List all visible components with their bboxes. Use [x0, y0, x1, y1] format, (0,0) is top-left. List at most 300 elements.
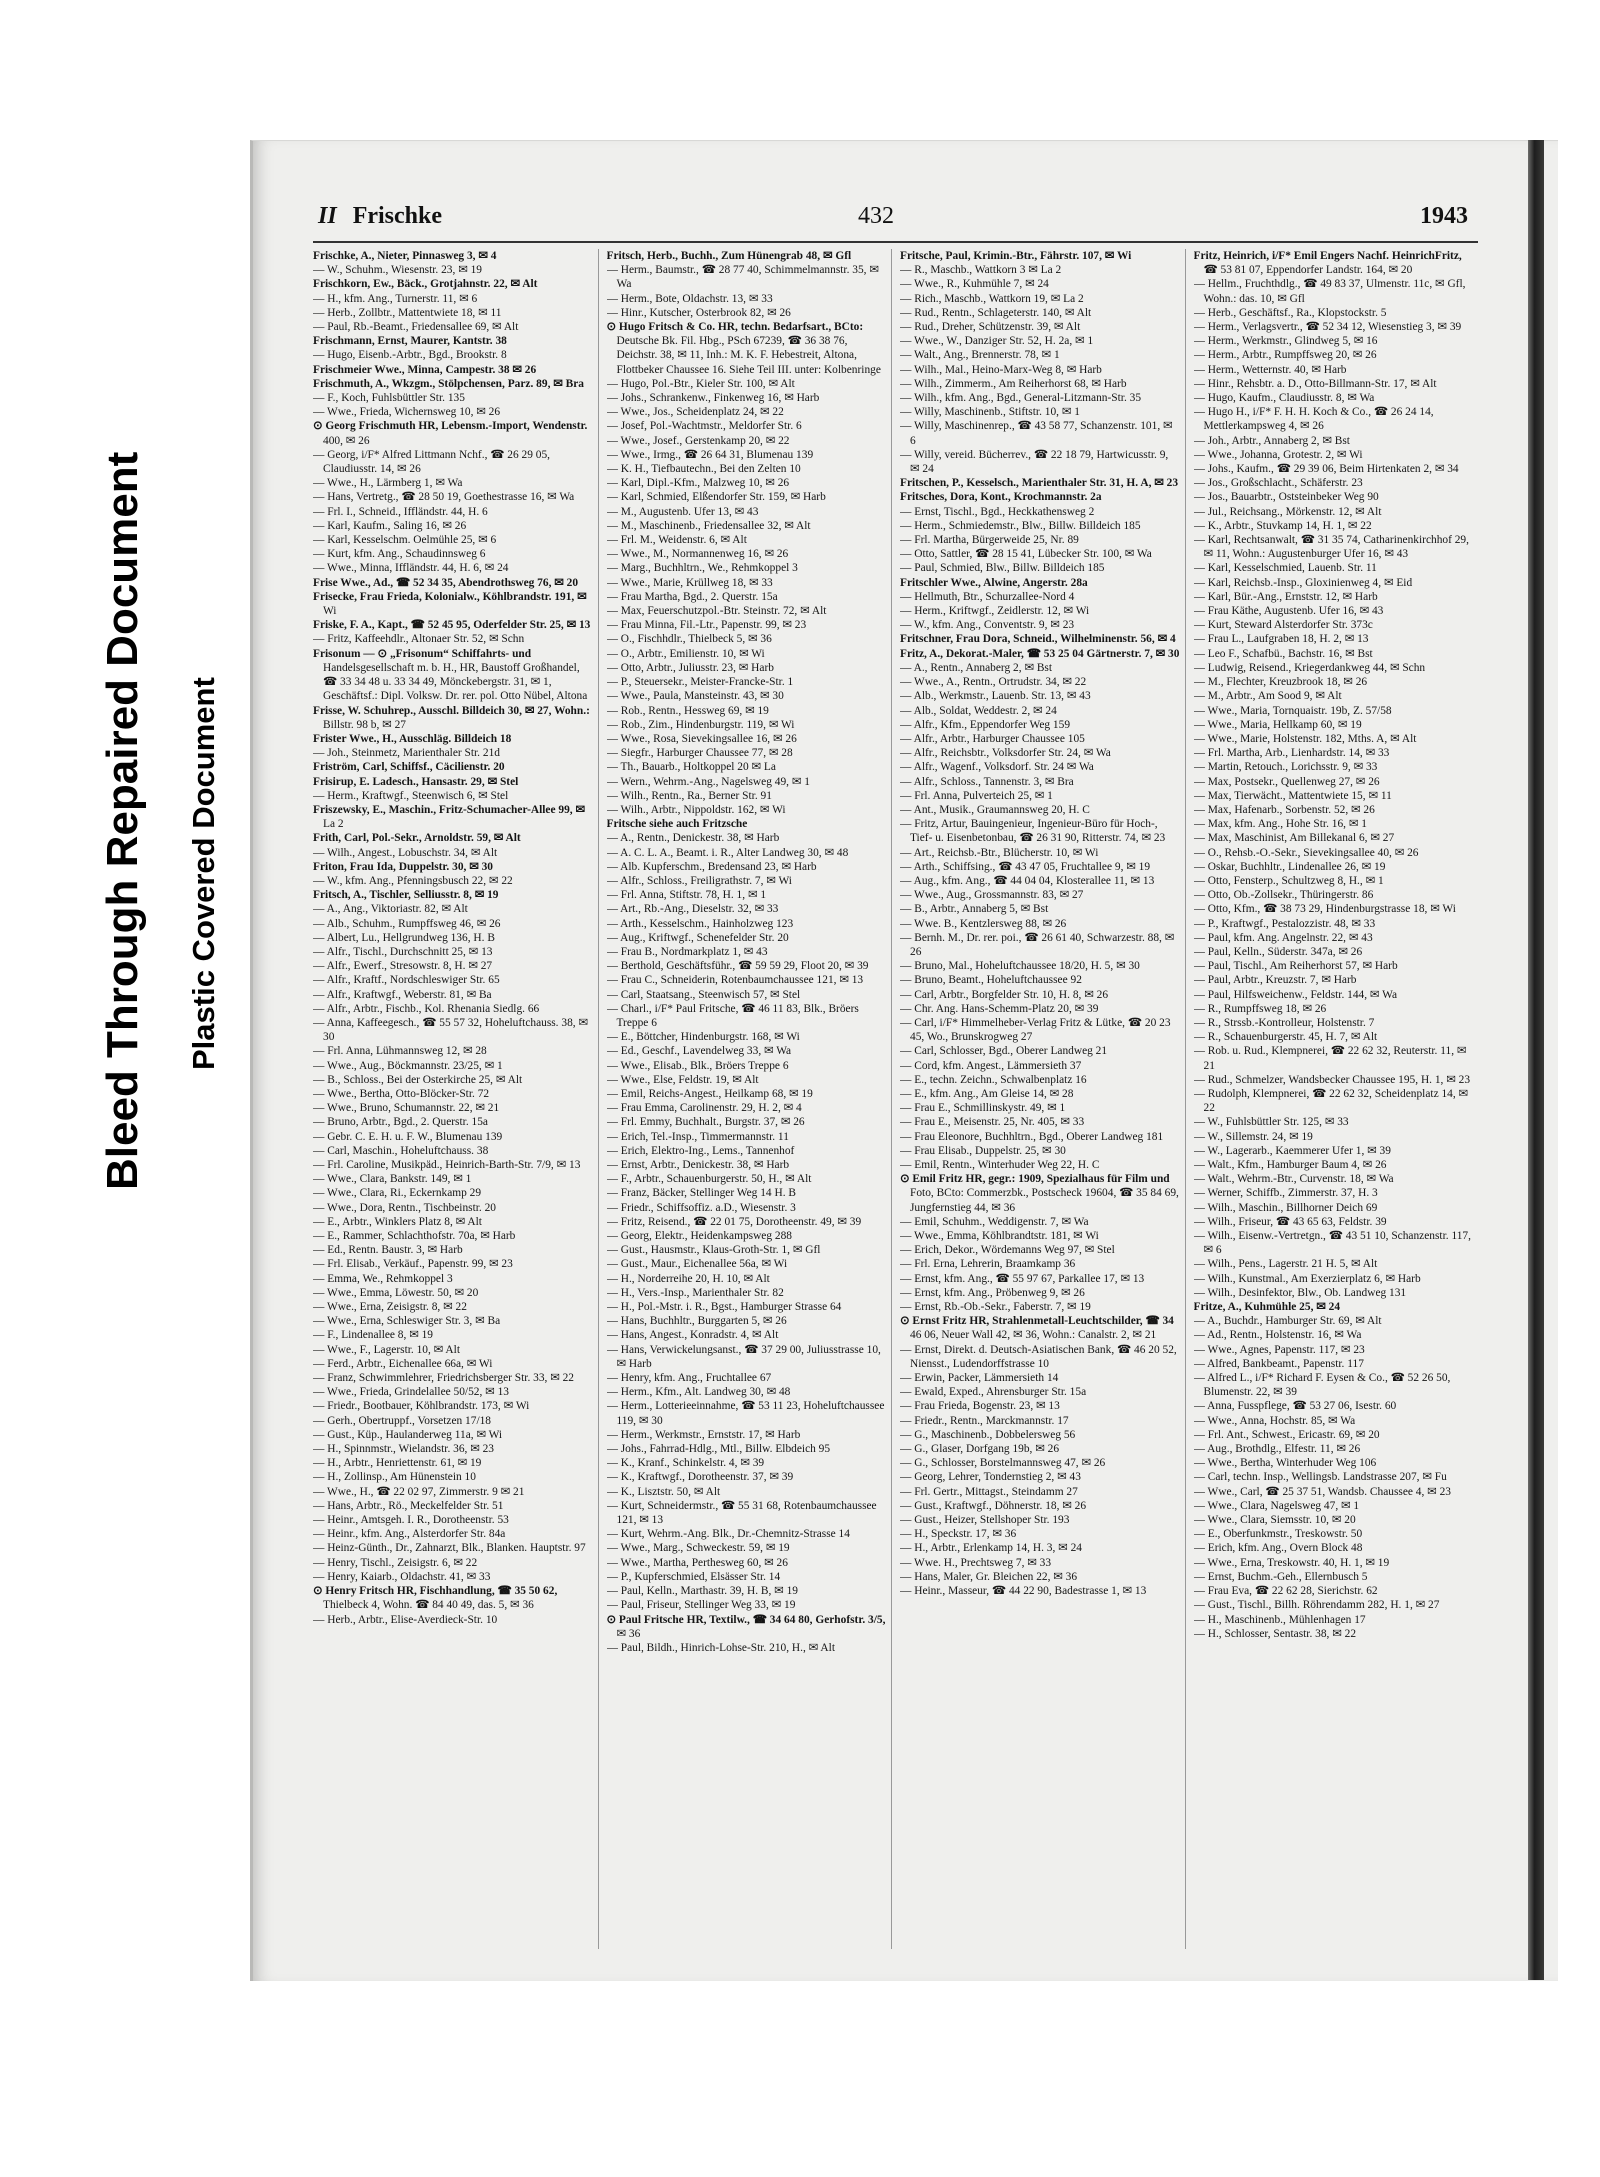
directory-entry: — Frau L., Laufgraben 18, H. 2, ✉ 13 — [1193, 633, 1369, 646]
page-header — [318, 203, 1468, 239]
directory-entry: — Franz, Schwimmlehrer, Friedrichsberger Str. 33, ✉ 22 — [313, 1372, 575, 1385]
directory-entry: — A., Buchdr., Hamburger Str. 69, ✉ Alt — [1193, 1315, 1382, 1328]
directory-entry: Friszewsky, E., Maschin., Fritz-Schumacher-Allee 99, ✉ La 2 — [313, 803, 586, 831]
directory-entry: — Bruno, Arbtr., Bgd., 2. Querstr. 15a — [313, 1116, 488, 1129]
directory-entry: — Johs., Schrankenw., Finkenweg 16, ✉ Harb — [606, 392, 820, 405]
directory-entry: — Wilh., Arbtr., Nippoldstr. 162, ✉ Wi — [606, 803, 786, 816]
directory-entry: — Wwe., Minna, Iffländstr. 44, H. 6, ✉ 24 — [313, 562, 509, 575]
directory-entry: — Albert, Lu., Hellgrundweg 136, H. B — [313, 931, 495, 944]
directory-entry: — Paul, Arbtr., Kreuzstr. 7, ✉ Harb — [1193, 974, 1357, 987]
directory-entry: — Wwe., Clara, Nagelsweg 47, ✉ 1 — [1193, 1499, 1360, 1512]
directory-entry: — Frl. M., Weidenstr. 6, ✉ Alt — [606, 534, 747, 547]
directory-entry: — Aug., Brothdlg., Elfestr. 11, ✉ 26 — [1193, 1443, 1361, 1456]
directory-entry: — Alfr., Tischl., Durchschnitt 25, ✉ 13 — [313, 945, 493, 958]
directory-entry: — Paul, Schmied, Blw., Billw. Billdeich 185 — [900, 562, 1105, 575]
directory-entry: — Gust., Maur., Eichenallee 56a, ✉ Wi — [606, 1258, 788, 1271]
directory-entry: — Ernst, Buchm.-Geh., Ellernbusch 5 — [1193, 1570, 1368, 1583]
directory-entry: — Ed., Geschf., Lavendelweg 33, ✉ Wa — [606, 1045, 792, 1058]
directory-entry: — Alfr., Kfm., Eppendorfer Weg 159 — [900, 718, 1071, 731]
directory-entry: — Georg, i/F* Alfred Littmann Nchf., ☎ 26 29 05, Claudiusstr. 14, ✉ 26 — [313, 448, 551, 476]
header-name: Frischke — [352, 203, 443, 229]
directory-entry: — H., kfm. Ang., Turnerstr. 11, ✉ 6 — [313, 292, 478, 305]
directory-entry: — Wwe., R., Kuhmühle 7, ✉ 24 — [900, 278, 1049, 291]
directory-entry: — Herm., Werkmstr., Glindweg 5, ✉ 16 — [1193, 335, 1378, 348]
directory-entry: — Wwe., Emma, Köhlbrandtstr. 181, ✉ Wi — [900, 1230, 1099, 1243]
directory-entry: — Wwe., H., ☎ 22 02 97, Zimmerstr. 9 ✉ 21 — [313, 1485, 525, 1498]
directory-entry: — Hellm., Fruchthdlg., ☎ 49 83 37, Ulmenstr. 11c, ✉ Gfl, Wohn.: das. 10, ✉ Gfl — [1193, 278, 1466, 305]
directory-entry: — K., Lisztstr. 50, ✉ Alt — [606, 1485, 721, 1498]
directory-entry: — Hans, Verwickelungsanst., ☎ 37 29 00, Juliusstrasse 10, ✉ Harb — [606, 1343, 881, 1370]
directory-entry: — E., techn. Zeichn., Schwalbenplatz 16 — [900, 1073, 1087, 1086]
directory-entry: — Hans, Arbtr., Rö., Meckelfelder Str. 51 — [313, 1499, 504, 1512]
directory-entry: — Kurt, kfm. Ang., Schaudinnsweg 6 — [313, 548, 486, 561]
directory-entry: — Wilh., Eisenw.-Vertretgn., ☎ 43 51 10, Schanzenstr. 117, ✉ 6 — [1193, 1230, 1471, 1257]
directory-entry: — Frau E., Meisenstr. 25, Nr. 405, ✉ 33 — [900, 1116, 1085, 1129]
directory-entry: — Frau B., Nordmarkplatz 1, ✉ 43 — [606, 945, 768, 958]
directory-entry: — Ernst, Direkt. d. Deutsch-Asiatischen Bank, ☎ 46 20 52, Niensst., Ludendorffstrasse 10 — [900, 1343, 1177, 1370]
directory-entry: — Paul, Rb.-Beamt., Friedensallee 69, ✉ Alt — [313, 321, 519, 334]
directory-entry: — Gerh., Obertruppf., Vorsetzen 17/18 — [313, 1414, 491, 1427]
stamp-sub-label: Plastic Covered Document — [186, 677, 221, 1070]
directory-entry: — Frau Käthe, Augustenb. Ufer 16, ✉ 43 — [1193, 605, 1384, 618]
directory-entry: — Cord, kfm. Angest., Lämmersieth 37 — [900, 1059, 1082, 1072]
directory-entry: — Gust., Tischl., Billh. Röhrendamm 282, H. 1, ✉ 27 — [1193, 1599, 1440, 1612]
directory-entry: — Siegfr., Harburger Chaussee 77, ✉ 28 — [606, 747, 793, 760]
directory-entry: — Ernst, Rb.-Ob.-Sekr., Faberstr. 7, ✉ 19 — [900, 1301, 1091, 1314]
directory-entry: Fritsche siehe auch Fritzsche — [606, 818, 748, 831]
directory-entry: — Paul, Friseur, Stellinger Weg 33, ✉ 19 — [606, 1599, 796, 1612]
directory-entry: — Alb., Soldat, Weddestr. 2, ✉ 24 — [900, 704, 1057, 717]
directory-entry: Frischmuth, A., Wkzgm., Stölpchensen, Parz. 89, ✉ Bra — [313, 377, 584, 390]
directory-entry: — Willy, Maschinenrep., ☎ 43 58 77, Schanzenstr. 101, ✉ 6 — [900, 420, 1173, 447]
directory-entry: — Karl, Dipl.-Kfm., Malzweg 10, ✉ 26 — [606, 477, 790, 490]
directory-entry: — Herm., Kfm., Alt. Landweg 30, ✉ 48 — [606, 1386, 791, 1399]
directory-entry: — Anna, Fusspflege, ☎ 53 27 06, Isestr. 60 — [1193, 1400, 1397, 1413]
directory-entry: — O., Fischhdlr., Thielbeck 5, ✉ 36 — [606, 633, 772, 646]
directory-entry: — Erwin, Packer, Lämmersieth 14 — [900, 1372, 1059, 1385]
directory-entry: — Gust., Hausmstr., Klaus-Groth-Str. 1, ✉ Gfl — [606, 1244, 821, 1257]
directory-entry: — Friedr., Schiffsoffiz. a.D., Wiesenstr. 3 — [606, 1201, 796, 1214]
directory-entry: — A., Rentn., Annaberg 2, ✉ Bst — [900, 661, 1053, 674]
directory-entry: — Max, Maschinist, Am Billekanal 6, ✉ 27 — [1193, 832, 1395, 845]
directory-entry: — Oskar, Buchhltr., Lindenallee 26, ✉ 19 — [1193, 860, 1386, 873]
directory-entry: — Fritz, Kaffeehdlr., Altonaer Str. 52, ✉ Schn — [313, 633, 525, 646]
directory-entry: Friske, F. A., Kapt., ☎ 52 45 95, Oderfelder Str. 25, ✉ 13 — [313, 619, 591, 632]
directory-entry: — Wwe., Agnes, Papenstr. 117, ✉ 23 — [1193, 1343, 1365, 1356]
directory-entry: — Frau Martha, Bgd., 2. Querstr. 15a — [606, 590, 778, 603]
directory-entry: Fritschen, P., Kesselsch., Marienthaler Str. 31, H. A, ✉ 23 — [900, 477, 1179, 490]
directory-entry: — Herm., Baumstr., ☎ 28 77 40, Schimmelmannstr. 35, ✉ Wa — [606, 264, 879, 291]
directory-entry: — Frl. Ant., Schwest., Ericastr. 69, ✉ 20 — [1193, 1428, 1380, 1441]
directory-entry: — Wilh., Mal., Heino-Marx-Weg 8, ✉ Harb — [900, 363, 1102, 376]
directory-entry: — Rob. u. Rud., Klempnerei, ☎ 22 62 32, Reuterstr. 11, ✉ 21 — [1193, 1045, 1467, 1072]
directory-entry: — Carl, Arbtr., Borgfelder Str. 10, H. 8, ✉ 26 — [900, 988, 1109, 1001]
directory-entry: — Joh., Arbtr., Annaberg 2, ✉ Bst — [1193, 434, 1350, 447]
directory-entry: — Wwe., Josef., Gerstenkamp 20, ✉ 22 — [606, 434, 790, 447]
directory-entry: — Alfr., Kraftf., Nordschleswiger Str. 65 — [313, 974, 500, 987]
directory-entry: — Hans, Angest., Konradstr. 4, ✉ Alt — [606, 1329, 779, 1342]
directory-entry: Frischkorn, Ew., Bäck., Grotjahnstr. 22, ✉ Alt — [313, 278, 538, 291]
directory-entry: — Wwe., Aug., Grossmannstr. 83, ✉ 27 — [900, 889, 1084, 902]
directory-entry: Fritsches, Dora, Kont., Krochmannstr. 2a — [900, 491, 1102, 504]
directory-entry: Fritschner, Frau Dora, Schneid., Wilhelminenstr. 56, ✉ 4 — [900, 633, 1176, 646]
directory-entry: — Wwe., Anna, Hochstr. 85, ✉ Wa — [1193, 1414, 1356, 1427]
directory-entry: — Frl. I., Schneid., Iffländstr. 44, H. 6 — [313, 505, 488, 518]
directory-entry: — F., Arbtr., Schauenburgerstr. 50, H., ✉ Alt — [606, 1173, 812, 1186]
directory-entry: — H., Arbtr., Henriettenstr. 61, ✉ 19 — [313, 1457, 482, 1470]
directory-entry: — Th., Bauarb., Holtkoppel 20 ✉ La — [606, 761, 776, 774]
directory-entry: — Arth., Schiffsing., ☎ 43 47 05, Fruchtallee 9, ✉ 19 — [900, 860, 1151, 873]
directory-entry: — A. C. L. A., Beamt. i. R., Alter Landweg 30, ✉ 48 — [606, 846, 849, 859]
directory-entry: — R., Maschb., Wattkorn 3 ✉ La 2 — [900, 264, 1062, 277]
stamp-main-label: Bleed Through Repaired Document — [98, 451, 147, 1190]
directory-entry: — Emil, Reichs-Angest., Heilkamp 68, ✉ 19 — [606, 1087, 813, 1100]
directory-entry: — Alfr., Arbtr., Harburger Chaussee 105 — [900, 732, 1085, 745]
directory-entry: — Wilh., Maschin., Billhorner Deich 69 — [1193, 1201, 1378, 1214]
page-number: 432 — [858, 203, 894, 229]
directory-entry: — E., Arbtr., Winklers Platz 8, ✉ Alt — [313, 1215, 482, 1228]
directory-entry: Friton, Frau Ida, Duppelstr. 30, ✉ 30 — [313, 860, 493, 873]
directory-entry: — Frl. Martha, Bürgerweide 25, Nr. 89 — [900, 534, 1079, 547]
directory-entry: — Wwe., Rosa, Sievekingsallee 16, ✉ 26 — [606, 732, 797, 745]
directory-entry: — Henry, kfm. Ang., Fruchtallee 67 — [606, 1372, 772, 1385]
directory-entry: — G., Schlosser, Borstelmannsweg 47, ✉ 26 — [900, 1457, 1106, 1470]
directory-entry: — Wwe., Marg., Schweckestr. 59, ✉ 19 — [606, 1542, 790, 1555]
directory-entry: — Hugo, Kaufm., Claudiusstr. 8, ✉ Wa — [1193, 392, 1375, 405]
directory-entry: — Frl. Anna, Stiftstr. 78, H. 1, ✉ 1 — [606, 889, 767, 902]
directory-entry: — Emil, Rentn., Winterhuder Weg 22, H. C — [900, 1159, 1100, 1171]
directory-entry: — H., Schlosser, Sentastr. 38, ✉ 22 — [1193, 1627, 1357, 1640]
directory-entry: — Hugo, Eisenb.-Arbtr., Bgd., Brookstr. 8 — [313, 349, 507, 362]
directory-entry: — Max, Postsekr., Quellenweg 27, ✉ 26 — [1193, 775, 1380, 788]
directory-entry: — Wilh., Pens., Lagerstr. 21 H. 5, ✉ Alt — [1193, 1258, 1378, 1271]
directory-entry: — Alfred L., i/F* Richard F. Eysen & Co., ☎ 52 26 50, Blumenstr. 22, ✉ 39 — [1193, 1372, 1451, 1399]
directory-entry: — Jos., Bauarbtr., Oststeinbeker Weg 90 — [1193, 491, 1379, 504]
directory-entry: — P., Kraftwgf., Pestalozzistr. 48, ✉ 33 — [1193, 917, 1376, 930]
directory-entry: — Otto, Arbtr., Juliusstr. 23, ✉ Harb — [606, 661, 774, 674]
directory-entry: — H., Pol.-Mstr. i. R., Bgst., Hamburger Strasse 64 — [606, 1301, 842, 1314]
directory-entry: — Hinr., Kutscher, Osterbrook 82, ✉ 26 — [606, 306, 791, 319]
directory-entry: — Bruno, Beamt., Hoheluftchaussee 92 — [900, 974, 1082, 987]
directory-entry: — Kurt, Steward Alsterdorfer Str. 373c — [1193, 619, 1373, 632]
directory-entry: — Frau C., Schneiderin, Rotenbaumchaussee 121, ✉ 13 — [606, 974, 864, 987]
directory-entry: ⊙ Georg Frischmuth HR, Lebensm.-Import, Wendenstr. 400, ✉ 26 — [313, 420, 588, 447]
directory-entry: — Joh., Steinmetz, Marienthaler Str. 21d — [313, 747, 500, 760]
directory-entry: — R., Strssb.-Kontrolleur, Holstenstr. 7 — [1193, 1016, 1375, 1029]
directory-entry: — Alfr., Reichsbtr., Volksdorfer Str. 24, ✉ Wa — [900, 747, 1111, 760]
directory-entry: — Franz, Bäcker, Stellinger Weg 14 H. B — [606, 1187, 796, 1200]
directory-entry: — Herm., Wetternstr. 40, ✉ Harb — [1193, 363, 1347, 376]
directory-entry: — Gust., Küp., Haulanderweg 11a, ✉ Wi — [313, 1428, 503, 1441]
directory-entry: ⊙ Ernst Fritz HR, Strahlenmetall-Leuchtschilder, ☎ 34 46 06, Neuer Wall 42, ✉ 36, Wohn.: Canalstr. 2, ✉ 21 — [900, 1315, 1174, 1342]
header-section — [318, 203, 442, 230]
directory-entry: ⊙ Henry Fritsch HR, Fischhandlung, ☎ 35 50 62, Thielbeck 4, Wohn. ☎ 84 40 49, das. 5, ✉ 36 — [313, 1585, 558, 1612]
directory-entry: — Karl, Reichsb.-Insp., Gloxinienweg 4, ✉ Eid — [1193, 576, 1413, 589]
directory-entry: — Wern., Wehrm.-Ang., Nagelsweg 49, ✉ 1 — [606, 775, 810, 788]
directory-entry: — M., Maschinenb., Friedensallee 32, ✉ Alt — [606, 519, 811, 532]
directory-entry: — Herb., Zollbtr., Mattentwiete 18, ✉ 11 — [313, 306, 502, 319]
directory-entry: — Wwe., Bertha, Otto-Blöcker-Str. 72 — [313, 1087, 490, 1100]
directory-entry: — Carl, techn. Insp., Wellingsb. Landstrasse 207, ✉ Fu — [1193, 1471, 1447, 1484]
directory-entry: — Wilh., Rentn., Ra., Berner Str. 91 — [606, 789, 772, 802]
directory-entry: Fritz, Heinrich, i/F* Emil Engers Nachf. HeinrichFritz, ☎ 53 81 07, Eppendorfer Landstr. 164, ✉ 20 — [1193, 250, 1462, 277]
directory-entry: — Alfr., Schloss., Tannenstr. 3, ✉ Bra — [900, 775, 1074, 788]
directory-entry: — Alfr., Wagenf., Volksdorf. Str. 24 ✉ Wa — [900, 761, 1094, 774]
directory-entry: Frisonum — ⊙ „Frisonum“ Schiffahrts- und Handelsgesellschaft m. b. H., HR, Baustoff Großhandel, ☎ 33 34 48 u. 33 34 49, Mönckebergstr. 31, ✉ 1, Geschäftsf.: Dipl. Volksw. Dr. rer. pol. Otto Nübel, Altona — [313, 647, 588, 703]
directory-entry: — Otto, Ob.-Zollsekr., Thüringerstr. 86 — [1193, 889, 1374, 902]
directory-entry: — Paul, Hilfsweichenw., Feldstr. 144, ✉ Wa — [1193, 988, 1398, 1001]
directory-entry: — Karl, Schmied, Elßendorfer Str. 159, ✉ Harb — [606, 491, 826, 504]
directory-entry: — Walt., Kfm., Hamburger Baum 4, ✉ 26 — [1193, 1159, 1387, 1171]
directory-entry: — Herb., Geschäftsf., Ra., Klopstockstr. 5 — [1193, 306, 1387, 319]
directory-entry: — Paul, Kelln., Marthastr. 39, H. B, ✉ 19 — [606, 1585, 798, 1598]
directory-entry: — Paul, Kelln., Süderstr. 347a, ✉ 26 — [1193, 945, 1363, 958]
directory-entry: — Willy, vereid. Bücherrev., ☎ 22 18 79, Hartwicusstr. 9, ✉ 24 — [900, 448, 1169, 476]
directory-entry: — P., Kupferschmied, Elsässer Str. 14 — [606, 1570, 781, 1583]
directory-entry: — Walt., Ang., Brennerstr. 78, ✉ 1 — [900, 349, 1060, 362]
directory-entry: — Wwe., F., Lagerstr. 10, ✉ Alt — [313, 1343, 460, 1356]
directory-entry: — Wwe., Johanna, Grotestr. 2, ✉ Wi — [1193, 448, 1363, 461]
directory-entry: — Wwe., Bruno, Schumannstr. 22, ✉ 21 — [313, 1102, 500, 1115]
directory-entry: — Carl, Staatsang., Steenwisch 57, ✉ Stel — [606, 988, 801, 1001]
directory-entry: — Emma, We., Rehmkoppel 3 — [313, 1272, 453, 1285]
directory-entry: — Wilh., kfm. Ang., Bgd., General-Litzmann-Str. 35 — [900, 392, 1142, 405]
directory-entry: — Herm., Kraftwgf., Steenwisch 6, ✉ Stel — [313, 789, 509, 802]
directory-entry: — H., Maschinenb., Mühlenhagen 17 — [1193, 1613, 1366, 1626]
directory-entry: — Rud., Rentn., Schlageterstr. 140, ✉ Alt — [900, 306, 1092, 319]
directory-entry: — Wilh., Angest., Lobuschstr. 34, ✉ Alt — [313, 846, 498, 859]
directory-entry: — Wwe., Erna, Zeisigstr. 8, ✉ 22 — [313, 1301, 467, 1314]
column-4 — [1194, 249, 1479, 1949]
directory-entry: — Frau E., Schmillinskystr. 49, ✉ 1 — [900, 1102, 1066, 1115]
directory-columns — [313, 249, 1478, 1949]
directory-entry: — Carl, Schlosser, Bgd., Oberer Landweg 21 — [900, 1045, 1108, 1058]
directory-entry: — H., Arbtr., Erlenkamp 14, H. 3, ✉ 24 — [900, 1542, 1082, 1555]
directory-entry: — A., Rentn., Denickestr. 38, ✉ Harb — [606, 832, 780, 845]
directory-entry: — Wwe., M., Normannenweg 16, ✉ 26 — [606, 548, 789, 561]
directory-entry: — R., Rumpffsweg 18, ✉ 26 — [1193, 1002, 1327, 1015]
column-2 — [607, 249, 893, 1949]
directory-entry: — Johs., Kaufm., ☎ 29 39 06, Beim Hirtenkaten 2, ✉ 34 — [1193, 463, 1459, 476]
directory-entry: — Georg, Lehrer, Tondernstieg 2, ✉ 43 — [900, 1471, 1081, 1484]
directory-entry: — Willy, Maschinenb., Stiftstr. 10, ✉ 1 — [900, 406, 1080, 419]
directory-entry: — Bernh. M., Dr. rer. poi., ☎ 26 61 40, Schwarzestr. 88, ✉ 26 — [900, 931, 1175, 958]
directory-entry: — Wwe., Erna, Treskowstr. 40, H. 1, ✉ 19 — [1193, 1556, 1390, 1569]
directory-entry: — Carl, Maschin., Hoheluftchauss. 38 — [313, 1144, 489, 1157]
directory-entry: — Ed., Rentn. Baustr. 3, ✉ Harb — [313, 1244, 463, 1257]
directory-entry: — Hellmuth, Btr., Schurzallee-Nord 4 — [900, 590, 1075, 603]
directory-entry: — Erich, kfm. Ang., Overn Block 48 — [1193, 1542, 1363, 1555]
directory-entry: — F., Lindenallee 8, ✉ 19 — [313, 1329, 433, 1342]
directory-entry: Frischmann, Ernst, Maurer, Kantstr. 38 — [313, 335, 507, 348]
directory-entry: — Chr. Ang. Hans-Schemm-Platz 20, ✉ 39 — [900, 1002, 1099, 1015]
directory-entry: — Alfr., Arbtr., Fischb., Kol. Rhenania Siedlg. 66 — [313, 1002, 540, 1015]
directory-entry: — Wwe. H., Prechtsweg 7, ✉ 33 — [900, 1556, 1052, 1569]
directory-entry: — Wwe., Aug., Böckmannstr. 23/25, ✉ 1 — [313, 1059, 503, 1072]
directory-entry: — H., Vers.-Insp., Marienthaler Str. 82 — [606, 1286, 784, 1299]
directory-entry: — K., Kranf., Schinkelstr. 4, ✉ 39 — [606, 1457, 765, 1470]
directory-entry: — Ernst, Tischl., Bgd., Heckkathensweg 2 — [900, 505, 1095, 518]
directory-entry: — Frau Frieda, Bogenstr. 23, ✉ 13 — [900, 1400, 1060, 1413]
directory-entry: — Frl. Erna, Lehrerin, Braamkamp 36 — [900, 1258, 1076, 1271]
directory-entry: — Max, Tierwächt., Mattentwiete 15, ✉ 11 — [1193, 789, 1392, 802]
directory-entry: — Wwe., Martha, Perthesweg 60, ✉ 26 — [606, 1556, 788, 1569]
directory-entry: — Aug., Kriftwgf., Schenefelder Str. 20 — [606, 931, 789, 944]
directory-entry: — Kurt, Wehrm.-Ang. Blk., Dr.-Chemnitz-Strasse 14 — [606, 1528, 850, 1541]
directory-entry: — Wwe., Marie, Holstenstr. 182, Mths. A, ✉ Alt — [1193, 732, 1417, 745]
directory-entry: — Alfr., Schloss., Freiligrathstr. 7, ✉ Wi — [606, 874, 792, 887]
directory-entry: — Heinr., kfm. Ang., Alsterdorfer Str. 84a — [313, 1528, 506, 1541]
directory-entry: — M., Arbtr., Am Sood 9, ✉ Alt — [1193, 690, 1342, 703]
directory-entry: Fritschler Wwe., Alwine, Angerstr. 28a — [900, 576, 1088, 589]
directory-entry: — Frl. Emmy, Buchhalt., Burgstr. 37, ✉ 26 — [606, 1116, 805, 1129]
directory-entry: — Wwe., Paula, Mansteinstr. 43, ✉ 30 — [606, 690, 784, 703]
directory-entry: — Henry, Tischl., Zeisigstr. 6, ✉ 22 — [313, 1556, 478, 1569]
directory-entry: — Wilh., Zimmerm., Am Reiherhorst 68, ✉ Harb — [900, 377, 1127, 390]
directory-entry: — Hinr., Rehsbtr. a. D., Otto-Billmann-Str. 17, ✉ Alt — [1193, 377, 1437, 390]
directory-entry: — Wwe., H., Lärmberg 1, ✉ Wa — [313, 477, 463, 490]
directory-entry: — Bruno, Mal., Hoheluftchaussee 18/20, H. 5, ✉ 30 — [900, 960, 1140, 973]
directory-entry: — Leo F., Schafbü., Bachstr. 16, ✉ Bst — [1193, 647, 1373, 660]
column-1 — [313, 249, 599, 1949]
directory-entry: — Hugo, Pol.-Btr., Kieler Str. 100, ✉ Alt — [606, 377, 795, 390]
directory-entry: — Otto, Fensterp., Schultzweg 8, H., ✉ 1 — [1193, 874, 1384, 887]
directory-entry: — B., Schloss., Bei der Osterkirche 25, ✉ Alt — [313, 1073, 523, 1086]
directory-entry: — Otto, Kfm., ☎ 38 73 29, Hindenburgstrasse 18, ✉ Wi — [1193, 903, 1456, 916]
directory-entry: — Charl., i/F* Paul Fritsche, ☎ 46 11 83, Blk., Bröers Treppe 6 — [606, 1002, 859, 1029]
directory-entry: — Wwe., Frieda, Grindelallee 50/52, ✉ 13 — [313, 1386, 509, 1399]
directory-entry: — G., Maschinenb., Dobbelersweg 56 — [900, 1428, 1076, 1441]
directory-entry: Frischmeier Wwe., Minna, Campestr. 38 ✉ 26 — [313, 363, 537, 376]
header-rule — [313, 241, 1478, 243]
directory-entry: — Rud., Schmelzer, Wandsbecker Chaussee 195, H. 1, ✉ 23 — [1193, 1073, 1471, 1086]
directory-entry: — A., Ang., Viktoriastr. 82, ✉ Alt — [313, 903, 468, 916]
directory-entry: — Fritz, Reisend., ☎ 22 01 75, Dorotheenstr. 49, ✉ 39 — [606, 1215, 862, 1228]
directory-entry: — Georg, Elektr., Heidenkampsweg 288 — [606, 1230, 792, 1243]
directory-entry: — Wwe., Frieda, Wichernsweg 10, ✉ 26 — [313, 406, 501, 419]
directory-entry: Fritsch, Herb., Buchh., Zum Hünengrab 48, ✉ Gfl — [606, 250, 852, 262]
directory-entry: Fritz, A., Dekorat.-Maler, ☎ 53 25 04 Gärtnerstr. 7, ✉ 30 — [900, 647, 1180, 660]
directory-entry: — Hans, Buchhltr., Burggarten 5, ✉ 26 — [606, 1315, 787, 1328]
directory-entry: — Frau Emma, Carolinenstr. 29, H. 2, ✉ 4 — [606, 1102, 802, 1115]
directory-entry: — Jos., Großschlacht., Schäferstr. 23 — [1193, 477, 1363, 490]
directory-entry: Fritze, A., Kuhmühle 25, ✉ 24 — [1193, 1301, 1341, 1314]
directory-entry: — Karl, Bür.-Ang., Ernststr. 12, ✉ Harb — [1193, 590, 1378, 603]
directory-entry: — Wwe., Clara, Siemsstr. 10, ✉ 20 — [1193, 1514, 1356, 1527]
directory-entry: — Arth., Kesselschm., Hainholzweg 123 — [606, 917, 794, 930]
directory-entry: — Wwe., W., Danziger Str. 52, H. 2a, ✉ 1 — [900, 335, 1094, 348]
directory-entry: — Wwe., Bertha, Winterhuder Weg 106 — [1193, 1457, 1377, 1470]
directory-entry: — Wwe., Clara, Bankstr. 149, ✉ 1 — [313, 1173, 472, 1186]
directory-entry: — G., Glaser, Dorfgang 19b, ✉ 26 — [900, 1443, 1060, 1456]
directory-entry: — Frl. Elisab., Verkäuf., Papenstr. 99, ✉ 23 — [313, 1258, 513, 1271]
directory-entry: — Erich, Dekor., Wördemanns Weg 97, ✉ Stel — [900, 1244, 1115, 1257]
directory-entry: — Martin, Retouch., Lorichsstr. 9, ✉ 33 — [1193, 761, 1378, 774]
directory-entry: — Ferd., Arbtr., Eichenallee 66a, ✉ Wi — [313, 1357, 493, 1370]
directory-entry: — Alfr., Ewerf., Stresowstr. 8, H. ✉ 27 — [313, 960, 493, 973]
directory-entry: — Hans, Vertretg., ☎ 28 50 19, Goethestrasse 16, ✉ Wa — [313, 491, 575, 504]
directory-entry: Frisse, W. Schuhrep., Ausschl. Billdeich 30, ✉ 27, Wohn.: Billstr. 98 b, ✉ 27 — [313, 704, 590, 731]
directory-entry: ⊙ Emil Fritz HR, gegr.: 1909, Spezialhaus für Film und Foto, BCto: Commerzbk., Postscheck 19604, ☎ 35 84 69, Jungfernstieg 44, ✉ 36 — [900, 1173, 1179, 1214]
directory-entry: Frisecke, Frau Frieda, Kolonialw., Köhlbrandstr. 191, ✉ Wi — [313, 590, 587, 618]
directory-entry: — R., Schauenburgerstr. 45, H. 7, ✉ Alt — [1193, 1031, 1378, 1044]
directory-entry: — H., Norderreihe 20, H. 10, ✉ Alt — [606, 1272, 770, 1285]
directory-entry: — Wwe., Elisab., Blk., Bröers Treppe 6 — [606, 1059, 789, 1072]
directory-entry: — Heinz-Günth., Dr., Zahnarzt, Blk., Blanken. Hauptstr. 97 — [313, 1542, 586, 1555]
directory-entry: — W., Schuhm., Wiesenstr. 23, ✉ 19 — [313, 264, 482, 277]
binding-spine — [1528, 140, 1544, 1980]
directory-entry: ⊙ Paul Fritsche HR, Textilw., ☎ 34 64 80, Gerhofstr. 3/5, ✉ 36 — [606, 1613, 886, 1640]
directory-entry: — Hans, Maler, Gr. Bleichen 22, ✉ 36 — [900, 1570, 1078, 1583]
directory-entry: — Rud., Dreher, Schützenstr. 39, ✉ Alt — [900, 321, 1081, 334]
directory-entry: — Johs., Fahrrad-Hdlg., Mtl., Billw. Elbdeich 95 — [606, 1443, 831, 1456]
directory-entry: — Wwe., Else, Feldstr. 19, ✉ Alt — [606, 1073, 759, 1086]
directory-entry: — Frau Eleonore, Buchhltrn., Bgd., Oberer Landweg 181 — [900, 1130, 1164, 1143]
directory-entry: — Rudolph, Klempnerei, ☎ 22 62 32, Scheidenplatz 14, ✉ 22 — [1193, 1087, 1469, 1115]
directory-entry: Fritsche, Paul, Krimin.-Btr., Fährstr. 107, ✉ Wi — [900, 250, 1132, 262]
directory-entry: — Rich., Maschb., Wattkorn 19, ✉ La 2 — [900, 292, 1084, 305]
directory-entry: — Max, kfm. Ang., Hohe Str. 16, ✉ 1 — [1193, 818, 1367, 831]
directory-entry: — Wwe., Dora, Rentn., Tischbeinstr. 20 — [313, 1201, 496, 1214]
directory-entry: — H., Zollinsp., Am Hünenstein 10 — [313, 1471, 476, 1484]
directory-entry: — Wwe., Marie, Krüllweg 18, ✉ 33 — [606, 576, 773, 589]
directory-entry: — Karl, Kesselschmied, Lauenb. Str. 11 — [1193, 562, 1377, 575]
directory-entry: — Werner, Schiffb., Zimmerstr. 37, H. 3 — [1193, 1187, 1378, 1200]
directory-entry: — Wwe., Emma, Löwestr. 50, ✉ 20 — [313, 1286, 479, 1299]
directory-entry: — Friedr., Rentn., Marckmannstr. 17 — [900, 1414, 1069, 1427]
directory-entry: — Herm., Werkmstr., Ernststr. 17, ✉ Harb — [606, 1428, 801, 1441]
directory-entry: — Carl, i/F* Himmelheber-Verlag Fritz & Lütke, ☎ 20 23 45, Wo., Brunskrogweg 27 — [900, 1016, 1171, 1044]
directory-entry: — Karl, Rechtsanwalt, ☎ 31 35 74, Catharinenkirchhof 29, ✉ 11, Wohn.: Augustenburger Ufer 16, ✉ 43 — [1193, 534, 1469, 561]
directory-entry: — E., Böttcher, Hindenburgstr. 168, ✉ Wi — [606, 1031, 800, 1044]
directory-entry: — Otto, Sattler, ☎ 28 15 41, Lübecker Str. 100, ✉ Wa — [900, 548, 1152, 561]
directory-entry: Frisirup, E. Ladesch., Hansastr. 29, ✉ Stel — [313, 775, 519, 788]
directory-entry: — W., kfm. Ang., Pfenningsbusch 22, ✉ 22 — [313, 874, 513, 887]
directory-entry: Friström, Carl, Schiffsf., Cäcilienstr. 20 — [313, 761, 505, 774]
directory-entry: Fritsch, A., Tischler, Selliusstr. 8, ✉ 19 — [313, 889, 499, 902]
directory-entry: — E., kfm. Ang., Am Gleise 14, ✉ 28 — [900, 1087, 1074, 1100]
directory-entry: — Friedr., Bootbauer, Köhlbrandstr. 173, ✉ Wi — [313, 1400, 530, 1413]
directory-entry: — Gust., Kraftwgf., Döhnerstr. 18, ✉ 26 — [900, 1499, 1087, 1512]
directory-entry: — Rob., Zim., Hindenburgstr. 119, ✉ Wi — [606, 718, 795, 731]
directory-entry: — Aug., kfm. Ang., ☎ 44 04 04, Klosterallee 11, ✉ 13 — [900, 874, 1155, 887]
directory-entry: — Frau Minna, Fil.-Ltr., Papenstr. 99, ✉ 23 — [606, 619, 807, 632]
column-3 — [900, 249, 1186, 1949]
directory-entry: — Wwe., Maria, Hellkamp 60, ✉ 19 — [1193, 718, 1362, 731]
directory-entry: — Ludwig, Reisend., Kriegerdankweg 44, ✉ Schn — [1193, 661, 1426, 674]
directory-entry: — Herm., Schmiedemstr., Blw., Billw. Billdeich 185 — [900, 519, 1141, 532]
directory-entry: — Alb., Werkmstr., Lauenb. Str. 13, ✉ 43 — [900, 690, 1091, 703]
directory-entry: — Paul, kfm. Ang. Angelnstr. 22, ✉ 43 — [1193, 931, 1373, 944]
directory-entry: — E., Rammer, Schlachthofstr. 70a, ✉ Harb — [313, 1230, 516, 1243]
directory-entry: — Herm., Bote, Oldachstr. 13, ✉ 33 — [606, 292, 773, 305]
directory-entry: — Alfred, Bankbeamt., Papenstr. 117 — [1193, 1357, 1364, 1370]
directory-entry: — Herm., Verlagsvertr., ☎ 52 34 12, Wiesenstieg 3, ✉ 39 — [1193, 321, 1462, 334]
directory-entry: — Ewald, Exped., Ahrensburger Str. 15a — [900, 1386, 1087, 1399]
directory-entry: — Art., Reichsb.-Btr., Blücherstr. 10, ✉ Wi — [900, 846, 1099, 859]
directory-entry: — Wwe., Carl, ☎ 25 37 51, Wandsb. Chaussee 4, ✉ 23 — [1193, 1485, 1451, 1498]
directory-entry: — Karl, Kesselschm. Oelmühle 25, ✉ 6 — [313, 534, 497, 547]
directory-entry: — Heinr., Masseur, ☎ 44 22 90, Badestrasse 1, ✉ 13 — [900, 1585, 1147, 1598]
directory-entry: — Ernst, kfm. Ang., Pröbenweg 9, ✉ 26 — [900, 1286, 1085, 1299]
directory-entry: — Max, Feuerschutzpol.-Btr. Steinstr. 72, ✉ Alt — [606, 605, 827, 618]
directory-entry: — Frau Elisab., Duppelstr. 25, ✉ 30 — [900, 1144, 1066, 1157]
directory-entry: — B., Arbtr., Annaberg 5, ✉ Bst — [900, 903, 1049, 916]
directory-entry: — M., Flechter, Kreuzbrook 18, ✉ 26 — [1193, 676, 1368, 689]
directory-entry: — Max, Hafenarb., Sorbenstr. 52, ✉ 26 — [1193, 803, 1375, 816]
directory-entry: Frister Wwe., H., Ausschläg. Billdeich 18 — [313, 732, 512, 745]
directory-entry: — Wwe., Erna, Schleswiger Str. 3, ✉ Ba — [313, 1315, 501, 1328]
